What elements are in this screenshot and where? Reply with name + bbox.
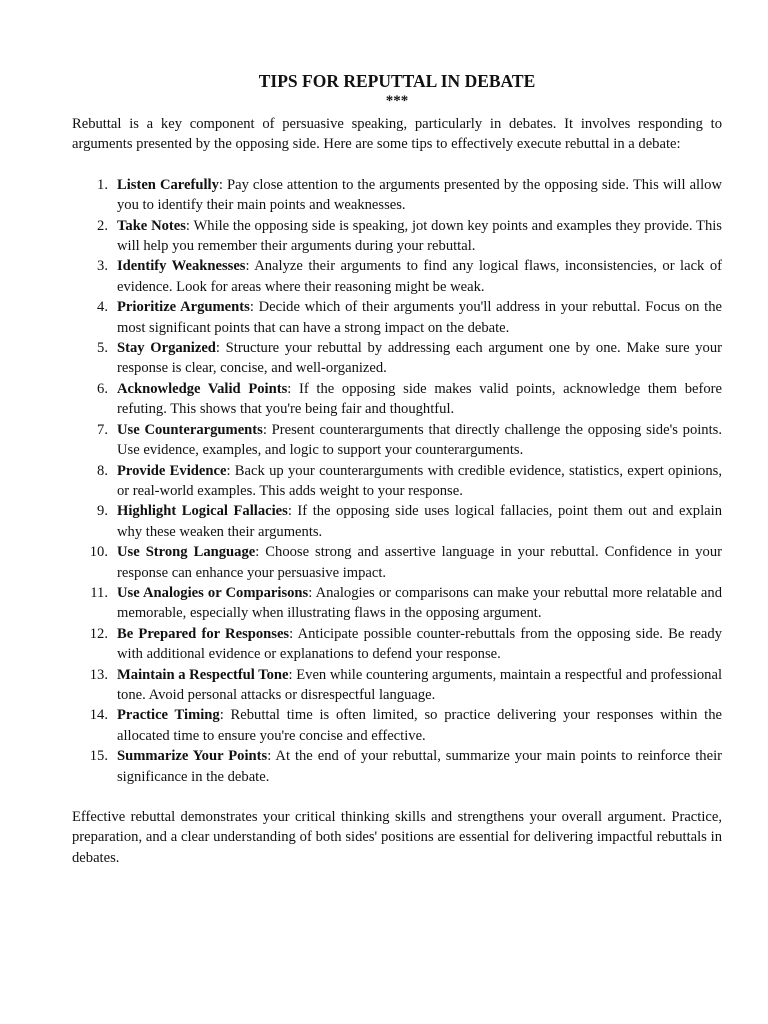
intro-paragraph: Rebuttal is a key component of persuasive speaking, particularly in debates. It involves responding to arguments presented by the opposing side. Here are some tips to effectively execute rebuttal in a debate: <box>72 116 722 153</box>
list-item-text: : Decide which of their arguments you'll address in your rebuttal. Focus on the most significant points that can have a strong impact on the debate. <box>117 299 722 336</box>
list-item-term: Listen Carefully <box>117 176 219 193</box>
tips-list <box>72 175 722 787</box>
list-item-term: Take Notes <box>117 217 186 234</box>
list-item <box>72 297 722 338</box>
list-item <box>72 216 722 257</box>
list-item <box>72 256 722 297</box>
list-item-term: Use Analogies or Comparisons <box>117 584 309 601</box>
list-item-text: : Present counterarguments that directly challenge the opposing side's points. Use evidence, examples, and logic to support your counterarguments. <box>117 421 722 459</box>
list-item-number: 10. <box>89 544 108 561</box>
list-item-term: Identify Weaknesses <box>117 258 246 275</box>
list-item <box>72 583 722 624</box>
list-item-term: Acknowledge Valid Points <box>117 380 288 397</box>
conclusion-paragraph: Effective rebuttal demonstrates your critical thinking skills and strengthens your overall argument. Practice, preparation, and a clear understanding of both sides' positions are essential for delivering impactful rebuttals in debates. <box>72 809 722 866</box>
list-item <box>72 379 722 420</box>
list-item <box>72 624 722 665</box>
list-item-term: Stay Organized <box>117 340 216 357</box>
list-item-number: 14. <box>89 707 108 724</box>
document-page <box>72 70 722 868</box>
list-item-term: Maintain a Respectful Tone <box>117 666 289 683</box>
list-item-text: : Anticipate possible counter-rebuttals from the opposing side. Be ready with additional evidence or explanations to defend your response. <box>117 625 722 663</box>
list-item-number: 11. <box>90 584 108 601</box>
list-item-number: 1. <box>97 176 108 193</box>
list-item-number: 5. <box>97 340 108 357</box>
list-item-number: 4. <box>97 299 108 316</box>
list-item <box>72 665 722 706</box>
list-item-text: : Pay close attention to the arguments presented by the opposing side. This will allow you to identify their main points and weaknesses. <box>117 176 722 214</box>
list-item-number: 12. <box>89 625 108 642</box>
list-item-number: 6. <box>97 380 108 397</box>
list-item <box>72 461 722 502</box>
list-item-term: Provide Evidence <box>117 462 227 479</box>
list-item-text: : Even while countering arguments, maintain a respectful and professional tone. Avoid personal attacks or disrespectful language. <box>117 666 722 703</box>
list-item <box>72 746 722 787</box>
list-item-term: Highlight Logical Fallacies <box>117 503 288 520</box>
list-item <box>72 542 722 583</box>
list-item <box>72 175 722 216</box>
list-item-term: Use Counterarguments <box>117 421 263 438</box>
list-item-text: : Structure your rebuttal by addressing each argument one by one. Make sure your response is clear, concise, and well-organized. <box>117 340 722 377</box>
title-separator: *** <box>385 93 409 109</box>
list-item-term: Be Prepared for Responses <box>117 625 290 642</box>
list-item-text: : Analyze their arguments to find any logical flaws, inconsistencies, or lack of evidence. Look for areas where their reasoning might be weak. <box>117 258 722 295</box>
list-item-text: : If the opposing side uses logical fallacies, point them out and explain why these weaken their arguments. <box>117 503 722 540</box>
list-item-text: : Rebuttal time is often limited, so practice delivering your responses within the allocated time to ensure you're concise and effective. <box>117 707 723 744</box>
list-item-text: : While the opposing side is speaking, jot down key points and examples they provide. This will help you remember their arguments during your rebuttal. <box>117 217 722 255</box>
list-item <box>72 420 722 461</box>
list-item-number: 9. <box>97 503 108 520</box>
list-item-text: : Back up your counterarguments with credible evidence, statistics, expert opinions, or real-world examples. This adds weight to your response. <box>117 462 722 499</box>
list-item-term: Prioritize Arguments <box>117 299 250 316</box>
list-item-number: 3. <box>97 258 108 275</box>
list-item-term: Summarize Your Points <box>117 748 268 765</box>
list-item <box>72 338 722 379</box>
list-item-number: 2. <box>97 217 108 234</box>
list-item-text: : If the opposing side makes valid points, acknowledge them before refuting. This shows that you're being fair and thoughtful. <box>117 380 722 418</box>
list-item-number: 7. <box>97 421 108 438</box>
list-item-term: Practice Timing <box>117 707 220 724</box>
document-title: TIPS FOR REPUTTAL IN DEBATE <box>258 71 536 91</box>
list-item-text: : At the end of your rebuttal, summarize your main points to reinforce their significance in the debate. <box>117 748 722 785</box>
list-item-number: 8. <box>97 462 108 479</box>
list-item-number: 13. <box>89 666 108 683</box>
list-item <box>72 501 722 542</box>
list-item-text: : Choose strong and assertive language in your rebuttal. Confidence in your response can enhance your persuasive impact. <box>117 544 723 581</box>
list-item-term: Use Strong Language <box>117 544 256 561</box>
list-item <box>72 705 722 746</box>
list-item-number: 15. <box>89 748 108 765</box>
list-item-text: : Analogies or comparisons can make your rebuttal more relatable and memorable, especially when illustrating flaws in the opposing argument. <box>117 584 722 622</box>
